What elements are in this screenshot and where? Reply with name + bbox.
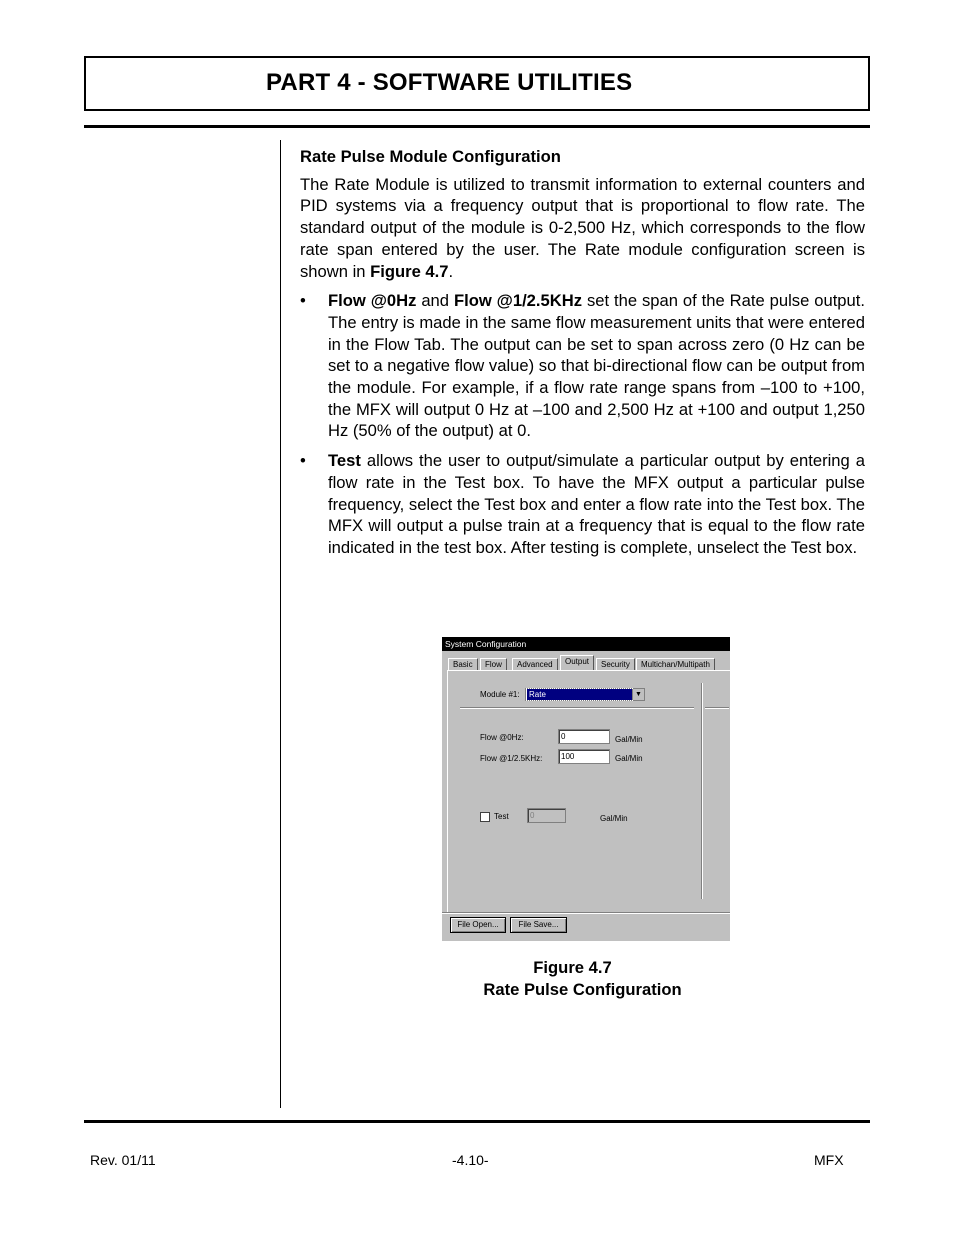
- bullet-term-flow25: Flow @1/2.5KHz: [453, 291, 583, 311]
- window-title: System Configuration: [442, 637, 730, 651]
- flow25-label: Flow @1/2.5KHz:: [480, 754, 543, 763]
- figure-caption-number: Figure 4.7: [533, 958, 612, 977]
- figure-reference: Figure 4.7: [370, 261, 449, 281]
- bullet-text: set the span of the Rate pulse output. The entry is made in the same flow measurement units that were entered in the Flow Tab. The output can be set to span across zero (0 Hz can be set to a negative flow value) so that bi-directional flow can be output from the module. For example, if a flow rate range spans from –100 to +100, the MFX will output 0 Hz at –100 and 2,500 Hz at +100 and output 1,250 Hz (50% of the output) at 0.: [328, 291, 865, 441]
- panel-divider: [701, 683, 703, 899]
- test-label: Test: [494, 812, 509, 821]
- intro-end: .: [448, 261, 454, 281]
- chevron-down-icon[interactable]: ▼: [632, 689, 644, 700]
- column-divider: [280, 140, 281, 1108]
- tab-basic[interactable]: Basic: [448, 658, 478, 671]
- flow0-input[interactable]: 0: [558, 729, 610, 744]
- system-configuration-screenshot: [442, 637, 730, 941]
- module-label: Module #1:: [480, 690, 520, 699]
- tab-advanced[interactable]: Advanced: [512, 658, 558, 671]
- header-box: [84, 56, 870, 111]
- separator: [460, 707, 694, 709]
- header-rule: [84, 125, 870, 128]
- tab-multichan-multipath[interactable]: Multichan/Multipath: [636, 658, 715, 671]
- bullet-dot: •: [300, 451, 306, 471]
- intro-paragraph: [300, 174, 865, 283]
- tab-output[interactable]: Output: [560, 655, 594, 671]
- page-title: PART 4 - SOFTWARE UTILITIES: [266, 69, 633, 96]
- flow25-unit: Gal/Min: [615, 754, 643, 763]
- flow0-label: Flow @0Hz:: [480, 733, 524, 742]
- footer-rule: [84, 1120, 870, 1123]
- test-input[interactable]: 0: [527, 808, 566, 823]
- footer-revision: Rev. 01/11: [90, 1152, 156, 1168]
- test-checkbox[interactable]: [480, 812, 490, 822]
- footer-separator: [442, 912, 730, 914]
- intro-text: The Rate Module is utilized to transmit information to external counters and PID systems via a frequency output that is proportional to flow rate. The standard output of the module is 0-2,500 Hz, which corresponds to the flow rate span entered by the user. The Rate module configuration screen is shown in: [300, 174, 865, 281]
- footer-page-number: -4.10-: [452, 1152, 489, 1168]
- bullet-flow-span: [300, 290, 865, 442]
- bullet-term-test: Test: [328, 451, 361, 471]
- bullet-dot: •: [300, 291, 306, 311]
- footer-product: MFX: [814, 1152, 844, 1168]
- module-select-value: Rate: [527, 689, 632, 700]
- tab-security[interactable]: Security: [596, 658, 635, 671]
- bullet-term-flow0: Flow @0Hz: [328, 291, 417, 311]
- file-open-button[interactable]: File Open...: [450, 917, 506, 933]
- bullet-test: [300, 450, 865, 559]
- figure-caption-title: Rate Pulse Configuration: [483, 980, 682, 999]
- test-unit: Gal/Min: [600, 814, 628, 823]
- section-heading: Rate Pulse Module Configuration: [300, 147, 561, 166]
- main-content: [300, 146, 865, 567]
- bullet-text: allows the user to output/simulate a particular output by entering a flow rate in the Test box. To have the MFX output a particular pulse frequency, select the Test box and enter a flow rate into the Test box. The MFX will output a pulse train at a frequency that is equal to the flow rate indicated in the test box. After testing is complete, unselect the Test box.: [328, 451, 865, 557]
- file-save-button[interactable]: File Save...: [510, 917, 567, 933]
- bullet-text: and: [416, 291, 454, 311]
- separator: [705, 707, 729, 709]
- tab-flow[interactable]: Flow: [480, 658, 507, 671]
- module-select[interactable]: [525, 688, 645, 701]
- flow0-unit: Gal/Min: [615, 735, 643, 744]
- flow25-input[interactable]: 100: [558, 749, 610, 764]
